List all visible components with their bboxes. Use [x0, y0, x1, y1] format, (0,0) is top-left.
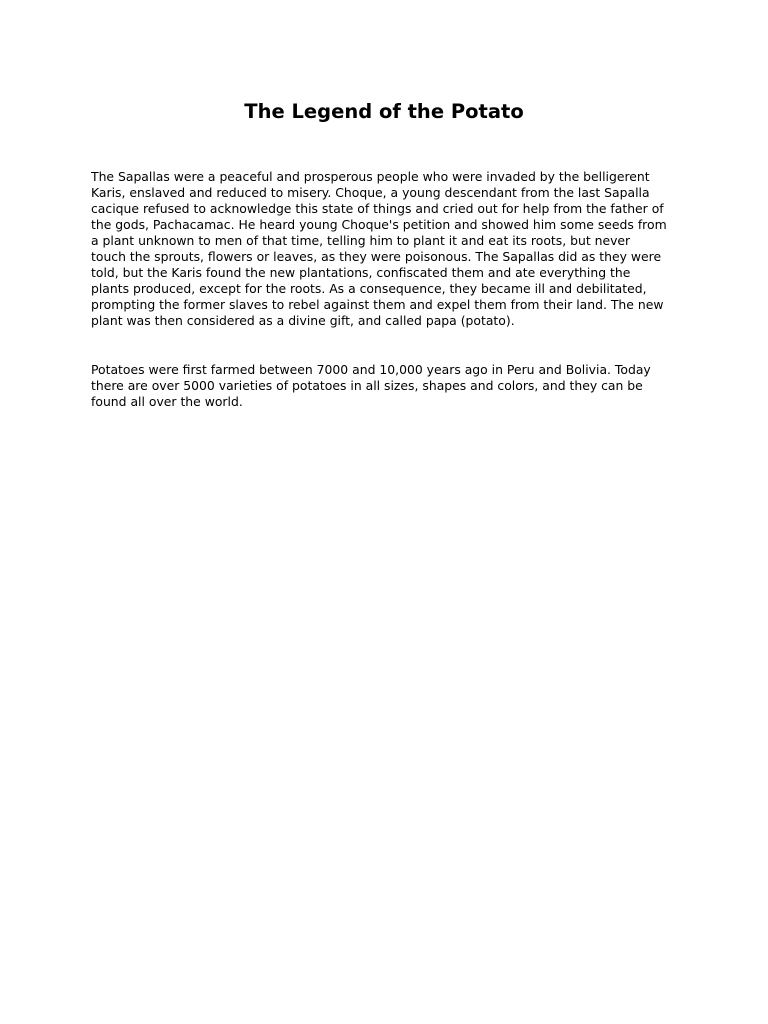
- text-line: The Sapallas were a peaceful and prosperous people who were invaded by the belligerent: [91, 169, 650, 184]
- document-title: The Legend of the Potato: [244, 100, 524, 123]
- text-line: plant was then considered as a divine gift, and called papa (potato).: [91, 313, 515, 328]
- paragraph-history: [91, 362, 681, 410]
- text-line: a plant unknown to men of that time, telling him to plant it and eat its roots, but never: [91, 233, 631, 248]
- paragraph-legend: [91, 169, 681, 329]
- text-line: plants produced, except for the roots. As a consequence, they became ill and debilitated,: [91, 281, 647, 296]
- text-line: there are over 5000 varieties of potatoes in all sizes, shapes and colors, and they can be: [91, 378, 643, 393]
- text-line: touch the sprouts, flowers or leaves, as they were poisonous. The Sapallas did as they were: [91, 249, 662, 264]
- text-line: the gods, Pachacamac. He heard young Choque's petition and showed him some seeds from: [91, 217, 667, 232]
- text-line: told, but the Karis found the new plantations, confiscated them and ate everything the: [91, 265, 631, 280]
- text-line: cacique refused to acknowledge this state of things and cried out for help from the father of: [91, 201, 664, 216]
- text-line: Potatoes were first farmed between 7000 and 10,000 years ago in Peru and Bolivia. Today: [91, 362, 651, 377]
- text-line: found all over the world.: [91, 394, 243, 409]
- text-line: prompting the former slaves to rebel against them and expel them from their land. The new: [91, 297, 664, 312]
- text-line: Karis, enslaved and reduced to misery. Choque, a young descendant from the last Sapalla: [91, 185, 650, 200]
